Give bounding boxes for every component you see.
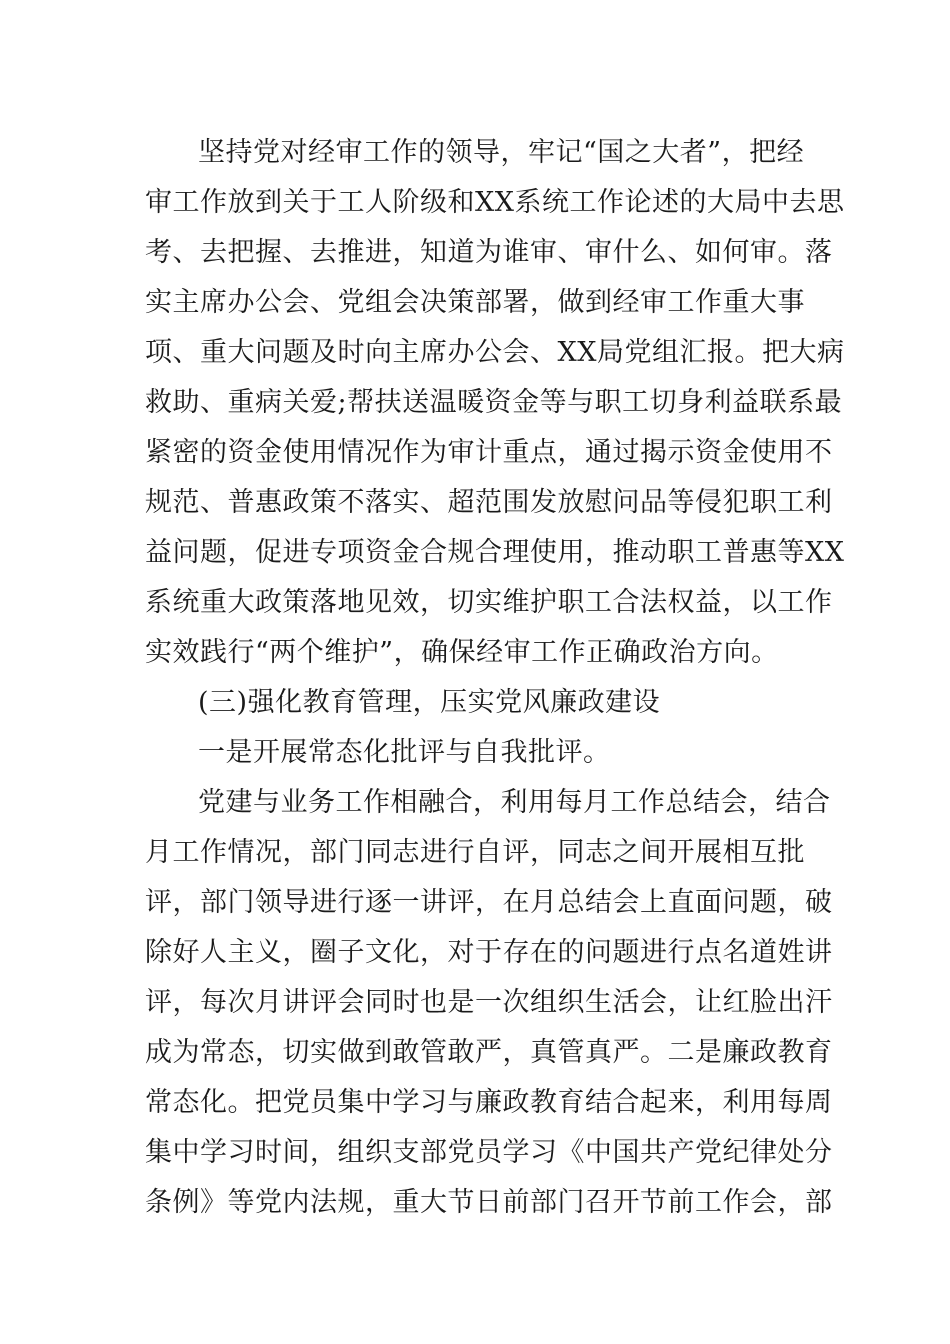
paragraph-line: 益问题，促进专项资金合规合理使用，推动职工普惠等XX [145,537,845,568]
paragraph-line: 除好人主义，圈子文化，对于存在的问题进行点名道姓讲 [145,937,833,968]
paragraph-line: 评，每次月讲评会同时也是一次组织生活会，让红脸出汗 [145,987,833,1018]
paragraph-line: 成为常态，切实做到敢管敢严，真管真严。二是廉政教育 [145,1037,833,1068]
paragraph-line: 规范、普惠政策不落实、超范围发放慰问品等侵犯职工利 [145,487,833,518]
paragraph-line: 实主席办公会、党组会决策部署，做到经审工作重大事 [145,287,805,318]
paragraph-line: 评，部门领导进行逐一讲评，在月总结会上直面问题，破 [145,887,833,918]
paragraph-line: 集中学习时间，组织支部党员学习《中国共产党纪律处分 [145,1137,833,1168]
paragraph-line: 救助、重病关爱;帮扶送温暖资金等与职工切身利益联系最 [145,387,843,418]
subheading: 一是开展常态化批评与自我批评。 [198,737,611,768]
paragraph-line: 条例》等党内法规，重大节日前部门召开节前工作会，部 [145,1187,833,1218]
paragraph-line: 常态化。把党员集中学习与廉政教育结合起来，利用每周 [145,1087,833,1118]
paragraph-line: 审工作放到关于工人阶级和XX系统工作论述的大局中去思 [145,187,845,218]
paragraph-line: 紧密的资金使用情况作为审计重点，通过揭示资金使用不 [145,437,833,468]
paragraph-line: 考、去把握、去推进，知道为谁审、审什么、如何审。落 [145,237,833,268]
section-heading: (三)强化教育管理，压实党风廉政建设 [198,687,661,718]
paragraph-line: 党建与业务工作相融合，利用每月工作总结会，结合 [198,787,831,818]
paragraph-line: 实效践行“两个维护”，确保经审工作正确政治方向。 [145,637,779,668]
paragraph-line: 月工作情况，部门同志进行自评，同志之间开展相互批 [145,837,805,868]
paragraph-line: 坚持党对经审工作的领导，牢记“国之大者”，把经 [198,137,805,168]
paragraph-line: 项、重大问题及时向主席办公会、XX局党组汇报。把大病 [145,337,845,368]
paragraph-line: 系统重大政策落地见效，切实维护职工合法权益，以工作 [145,587,833,618]
